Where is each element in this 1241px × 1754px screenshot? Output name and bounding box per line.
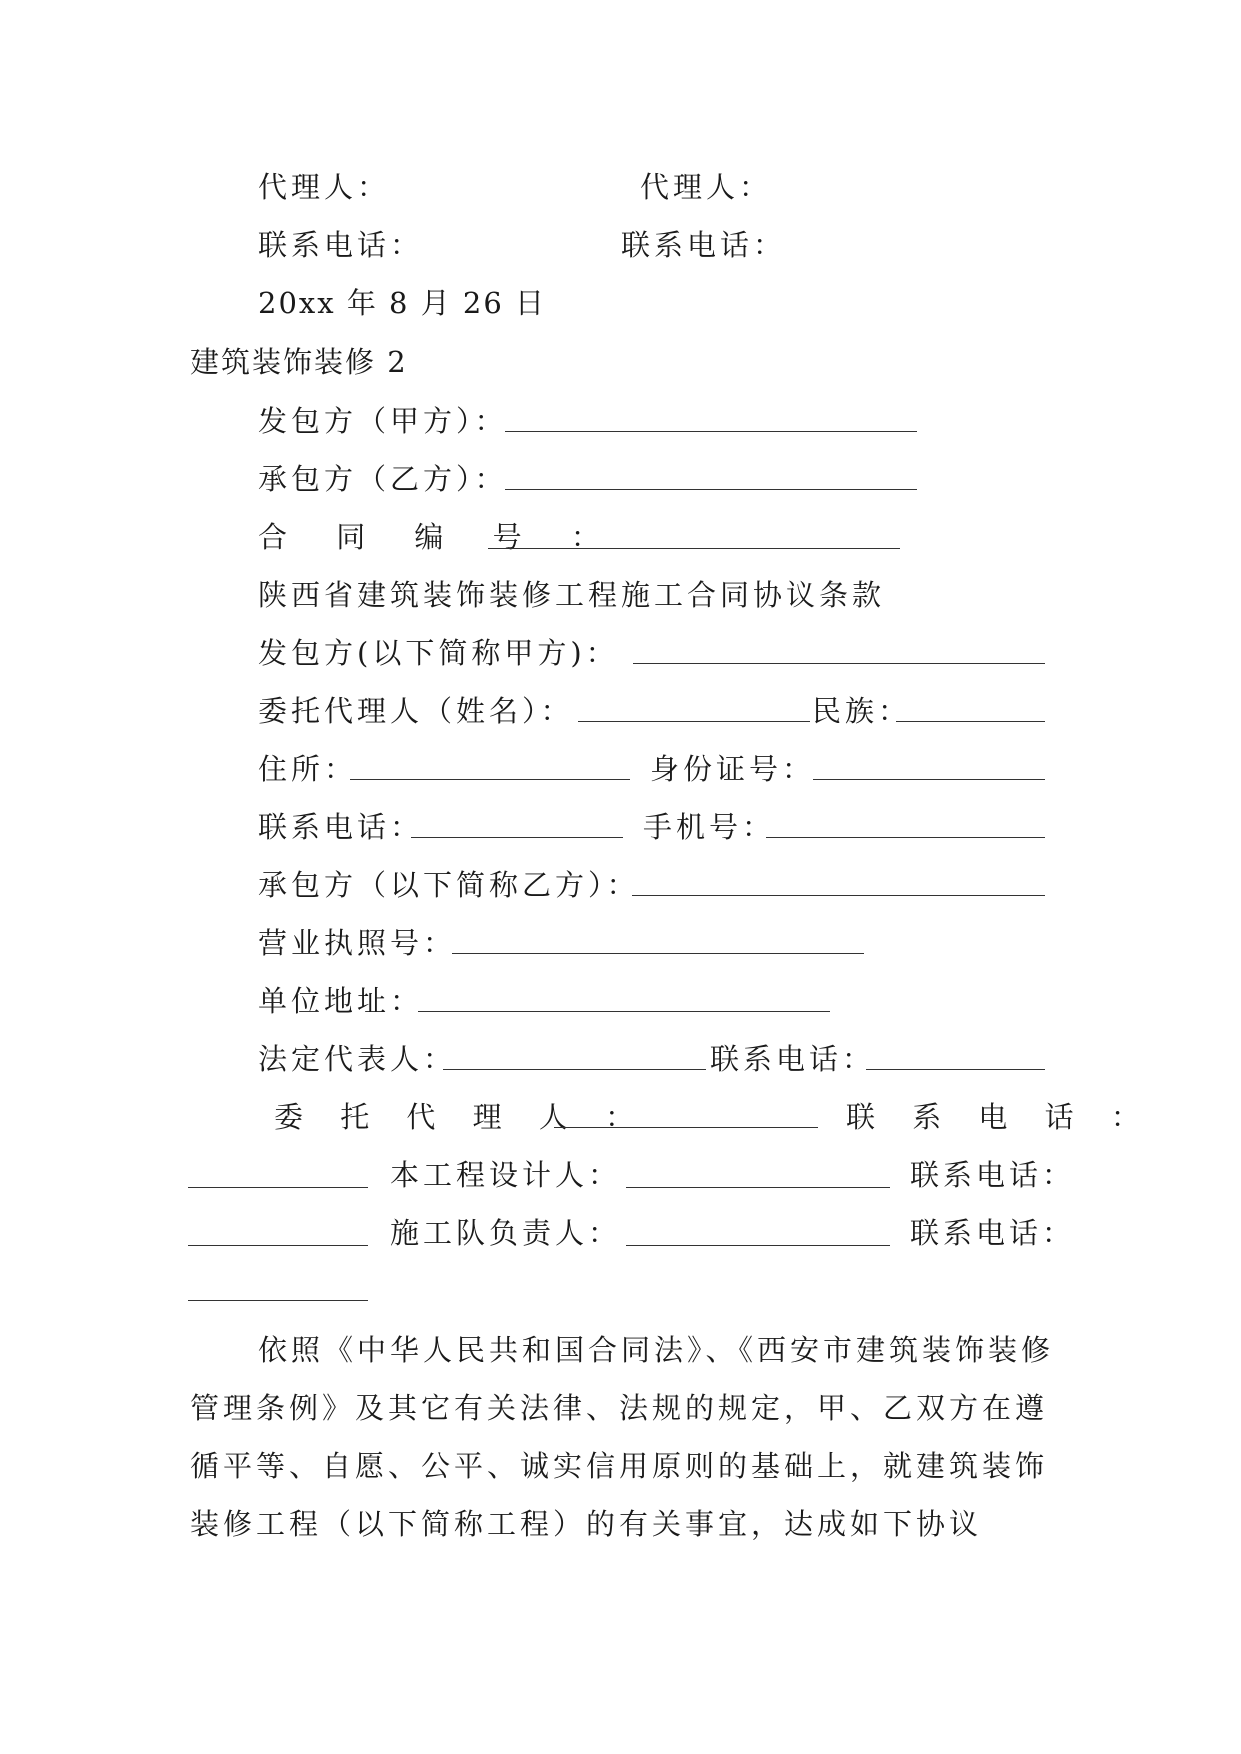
- mobile-blank[interactable]: [766, 837, 1045, 838]
- unit-address-blank[interactable]: [418, 1011, 830, 1012]
- party-a-blank[interactable]: [505, 431, 917, 432]
- delegate2-label: 委 托 代 理 人 ：: [274, 1100, 649, 1134]
- business-license-blank[interactable]: [452, 953, 864, 954]
- delegate-name-blank[interactable]: [578, 721, 810, 722]
- ethnicity-blank[interactable]: [896, 721, 1045, 722]
- section-title: 建筑装饰装修 2: [190, 345, 408, 379]
- residence-label: 住所：: [258, 752, 358, 786]
- business-license-label: 营业执照号：: [258, 926, 457, 960]
- agent-label-right: 代理人：: [640, 170, 773, 204]
- delegate2-phone-label: 联 系 电 话 ：: [846, 1100, 1154, 1134]
- party-b-short-label: 承包方（以下简称乙方）：: [258, 868, 640, 902]
- party-b-blank[interactable]: [505, 489, 917, 490]
- ethnicity-label: 民族：: [812, 694, 912, 728]
- phone-label-left: 联系电话：: [258, 228, 424, 262]
- legal-rep-blank[interactable]: [443, 1069, 706, 1070]
- designer-phone-label: 联系电话：: [910, 1158, 1076, 1192]
- contract-number-blank[interactable]: [488, 548, 900, 549]
- paragraph-line-4: 装修工程（以下简称工程）的有关事宜，达成如下协议: [190, 1507, 983, 1541]
- designer-blank[interactable]: [626, 1187, 890, 1188]
- agent-label-left: 代理人：: [258, 170, 391, 204]
- mobile-label: 手机号：: [643, 810, 776, 844]
- paragraph-line-1: 依照《中华人民共和国合同法》、《西安市建筑装饰装修: [258, 1333, 1055, 1367]
- legal-rep-label: 法定代表人：: [258, 1042, 457, 1076]
- contract-number-label: 合 同 编 号 ：: [258, 520, 620, 554]
- crew-leader-phone-blank[interactable]: [188, 1300, 368, 1301]
- id-number-blank[interactable]: [813, 779, 1045, 780]
- paragraph-line-3: 循平等、自愿、公平、诚实信用原则的基础上，就建筑装饰: [190, 1449, 1049, 1483]
- party-a-short-blank[interactable]: [633, 663, 1045, 664]
- agreement-title: 陕西省建筑装饰装修工程施工合同协议条款: [258, 578, 886, 612]
- designer-phone-blank[interactable]: [188, 1245, 368, 1246]
- legal-rep-phone-label: 联系电话：: [710, 1042, 876, 1076]
- party-b-short-blank[interactable]: [632, 895, 1045, 896]
- unit-address-label: 单位地址：: [258, 984, 424, 1018]
- paragraph-line-2: 管理条例》及其它有关法律、法规的规定，甲、乙双方在遵: [190, 1391, 1049, 1425]
- party-a-label: 发包方（甲方）：: [258, 404, 508, 438]
- legal-rep-phone-blank[interactable]: [866, 1069, 1045, 1070]
- delegate-name-label: 委托代理人（姓名）：: [258, 694, 574, 728]
- residence-blank[interactable]: [350, 779, 630, 780]
- crew-leader-phone-label: 联系电话：: [910, 1216, 1076, 1250]
- designer-label: 本工程设计人：: [390, 1158, 622, 1192]
- contact-phone-blank[interactable]: [411, 837, 623, 838]
- delegate2-phone-blank[interactable]: [188, 1187, 368, 1188]
- crew-leader-label: 施工队负责人：: [390, 1216, 622, 1250]
- phone-label-right: 联系电话：: [621, 228, 787, 262]
- contact-phone-label: 联系电话：: [258, 810, 424, 844]
- crew-leader-blank[interactable]: [626, 1245, 890, 1246]
- party-a-short-label: 发包方(以下简称甲方)：: [258, 636, 619, 670]
- party-b-label: 承包方（乙方）：: [258, 462, 508, 496]
- id-number-label: 身份证号：: [650, 752, 816, 786]
- delegate2-blank[interactable]: [554, 1127, 818, 1128]
- signing-date: 20xx 年 8 月 26 日: [258, 286, 547, 320]
